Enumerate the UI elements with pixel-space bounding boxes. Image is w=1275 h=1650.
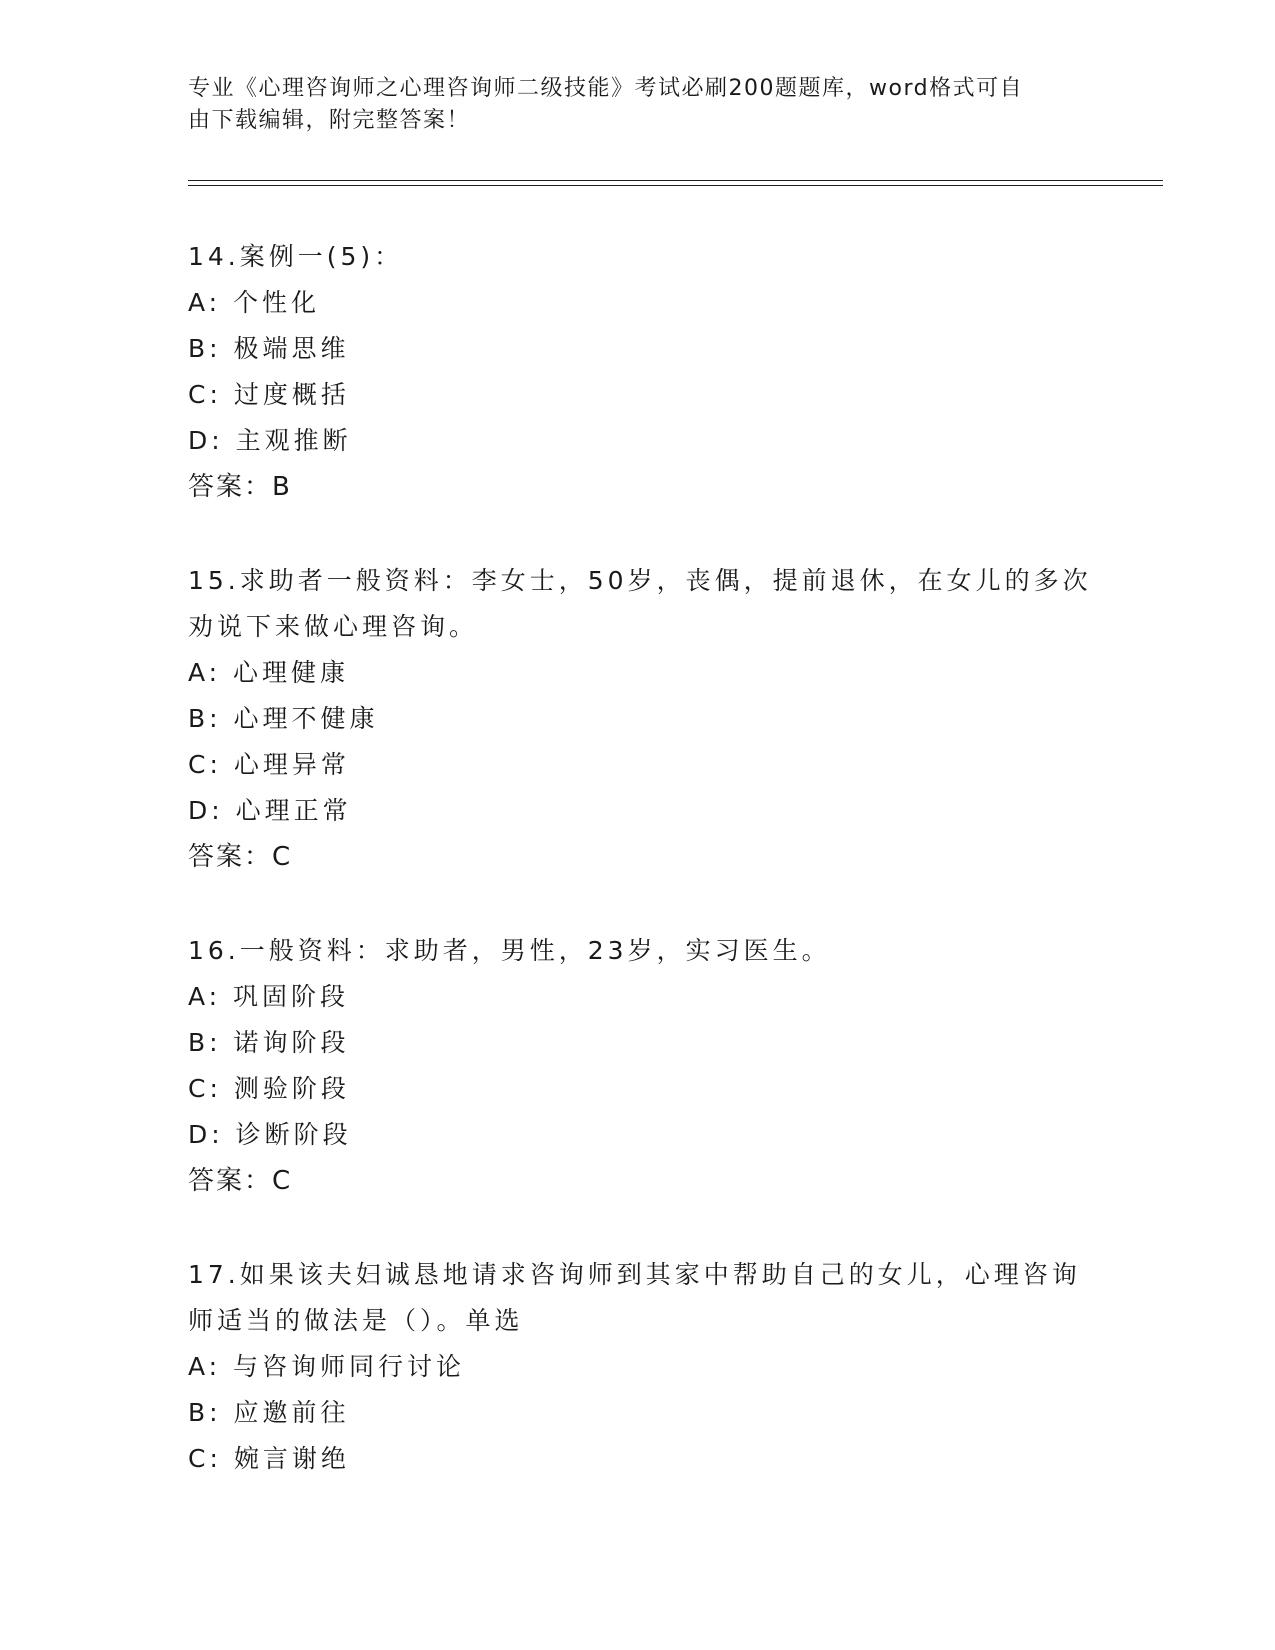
answer-line: 答案：B — [188, 472, 292, 502]
question-15 — [188, 558, 1098, 880]
question-stem: 15.求助者一般资料：李女士，50岁，丧偶，提前退休，在女儿的多次 — [188, 566, 1092, 595]
option-a: A: 与咨询师同行讨论 — [188, 1352, 466, 1381]
question-stem-continued: 劝说下来做心理咨询。 — [188, 612, 479, 641]
question-17 — [188, 1252, 1098, 1482]
option-c: C: 婉言谢绝 — [188, 1444, 350, 1473]
option-a: A: 个性化 — [188, 288, 321, 317]
question-stem: 16.一般资料：求助者，男性，23岁，实习医生。 — [188, 936, 831, 965]
option-c: C: 过度概括 — [188, 380, 350, 409]
header-divider-bottom — [188, 185, 1163, 186]
option-a: A: 巩固阶段 — [188, 982, 350, 1011]
question-stem-continued: 师适当的做法是（）。单选 — [188, 1306, 524, 1335]
header-line-1: 专业《心理咨询师之心理咨询师二级技能》考试必刷200题题库，word格式可自 — [188, 76, 1024, 101]
question-stem: 17.如果该夫妇诚恳地请求咨询师到其家中帮助自己的女儿，心理咨询 — [188, 1260, 1081, 1289]
option-c: C: 测验阶段 — [188, 1074, 350, 1103]
option-d: D: 心理正常 — [188, 796, 352, 825]
option-c: C: 心理异常 — [188, 750, 350, 779]
option-d: D: 诊断阶段 — [188, 1120, 352, 1149]
question-14 — [188, 234, 1098, 510]
document-header — [188, 73, 1078, 137]
option-b: B: 诺询阶段 — [188, 1028, 350, 1057]
header-divider-top — [188, 180, 1163, 181]
option-b: B: 心理不健康 — [188, 704, 379, 733]
header-line-2: 由下载编辑，附完整答案！ — [188, 108, 471, 133]
answer-line: 答案：C — [188, 842, 293, 872]
question-16 — [188, 928, 1098, 1204]
option-b: B: 极端思维 — [188, 334, 350, 363]
option-b: B: 应邀前往 — [188, 1398, 350, 1427]
answer-line: 答案：C — [188, 1166, 293, 1196]
question-stem: 14.案例一(5)： — [188, 242, 404, 271]
option-d: D: 主观推断 — [188, 426, 352, 455]
option-a: A: 心理健康 — [188, 658, 350, 687]
question-list — [188, 234, 1098, 1530]
